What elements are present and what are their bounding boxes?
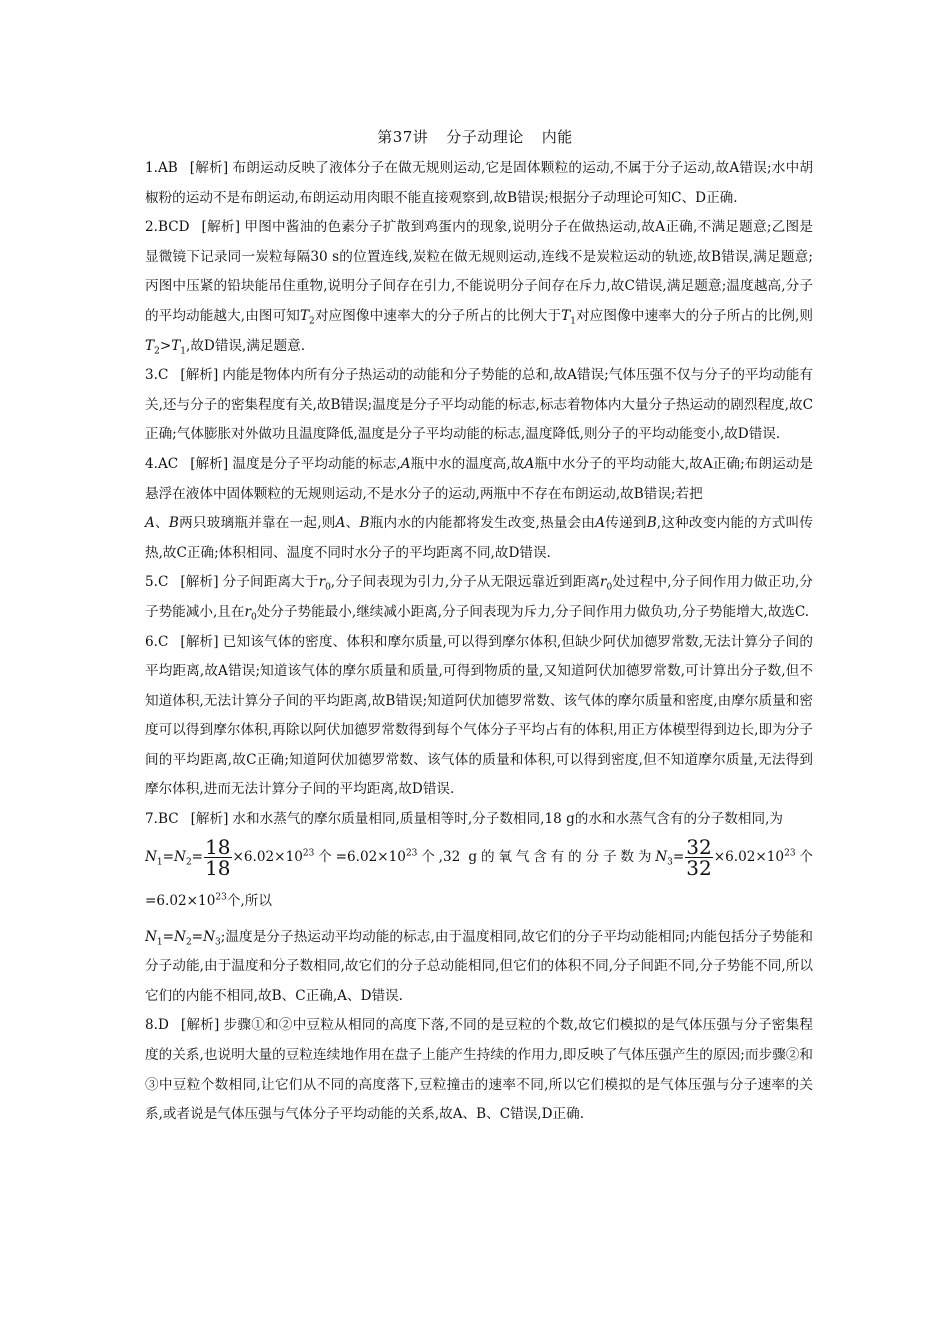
- page-title: [0, 126, 950, 147]
- symbol-B: B: [168, 515, 179, 532]
- separator: 、: [154, 515, 169, 532]
- analysis-text: 对应图像中速率大的分子所占的比例大于: [314, 307, 562, 324]
- symbol-N: N: [655, 848, 668, 865]
- exponent: 23: [215, 892, 227, 903]
- answer-number: 7.BC: [145, 811, 179, 828]
- symbol-T: T: [171, 337, 181, 354]
- fraction-numerator: 18: [205, 834, 231, 859]
- subscript: 0: [606, 583, 613, 594]
- symbol-B: B: [359, 515, 370, 532]
- math-text: 个,所以: [226, 892, 272, 909]
- subscript: 1: [156, 937, 163, 948]
- analysis-text: 布朗运动反映了液体分子在做无规则运动,它是固体颗粒的运动,不属于分子运动,故A错误;水中胡椒粉的运动不是布朗运动,布朗运动用肉眼不能直接观察到,故B错误;根据分子动理论可知C、D正确.: [145, 160, 814, 206]
- answer-list: [145, 154, 813, 1130]
- analysis-text: 水和水蒸气的摩尔质量相同,质量相等时,分子数相同,18 g的水和水蒸气含有的分子数相同,为: [232, 811, 783, 828]
- analysis-text: 对应图像中速率大的分子所占的比例,则: [575, 307, 814, 324]
- symbol-A: A: [145, 515, 155, 532]
- analysis-text: 传递到: [605, 515, 647, 532]
- answer-number: 4.AC: [145, 455, 179, 472]
- subscript: 3: [667, 857, 673, 868]
- symbol-r: r: [244, 603, 251, 620]
- symbol-A: A: [595, 515, 606, 532]
- symbol-B: B: [646, 515, 657, 532]
- answer-item-8: [145, 1011, 813, 1129]
- symbol-A: A: [400, 455, 411, 472]
- symbol-T: T: [561, 307, 571, 324]
- symbol-N: N: [203, 928, 215, 945]
- answer-item-4: [145, 450, 813, 568]
- analysis-text: 已知该气体的密度、体积和摩尔质量,可以得到摩尔体积,但缺少阿伏加德罗常数,无法计算分子间的平均距离,故A错误;知道该气体的摩尔质量和质量,可得到物质的量,又知道阿伏加德罗常数,可计算出分子数,但不知道体积,无法计算分子间的平均距离,故B错误;知道阿伏加德罗常数、该气体的摩尔质量和密度,由摩尔质量和密度可以得到摩尔体积,再除以阿伏加德罗常数得到每个气体分子平均占有的体积,用正方体模型得到边长,即为分子间的平均距离,故C正确;知道阿伏加德罗常数、该气体的质量和体积,可以得到密度,但不知道摩尔质量,无法得到摩尔体积,进而无法计算分子间的平均距离,故D错误.: [145, 633, 813, 798]
- symbol-T: T: [145, 337, 155, 354]
- operator: >: [159, 337, 172, 354]
- analysis-text: ,这种改变内能的方式叫传热,故C正确;体积相同、温度不同时水分子的平均距离不同,故D错误.: [145, 515, 814, 561]
- analysis-tag: [解析]: [190, 455, 229, 472]
- answer-item-7: [145, 805, 813, 835]
- analysis-tag: [解析]: [180, 367, 219, 384]
- analysis-text: 处过程中,分子间作用力做正功,分子势能减小,且在: [145, 574, 814, 620]
- analysis-text: 瓶中水的温度高,故: [410, 455, 525, 472]
- answer-number: 2.BCD: [145, 219, 190, 236]
- subscript: 0: [250, 612, 257, 623]
- lecture-number: 第37讲: [377, 128, 429, 146]
- subscript: 2: [309, 316, 315, 327]
- answer-item-2: [145, 213, 813, 361]
- equation-line: [145, 835, 813, 923]
- analysis-tag: [解析]: [180, 1017, 220, 1034]
- fraction: [685, 834, 712, 880]
- exponent: 23: [784, 848, 796, 859]
- analysis-text: ,故D错误,满足题意.: [186, 337, 306, 354]
- symbol-A: A: [335, 515, 346, 532]
- subscript: 2: [185, 857, 192, 868]
- math-text: ×6.02×10: [713, 848, 785, 865]
- analysis-text: 处分子势能最小,继续减小距离,分子间表现为斥力,分子间作用力做负功,分子势能增大,故选C.: [256, 603, 810, 620]
- symbol-r: r: [318, 574, 326, 591]
- fraction-denominator: 32: [686, 855, 712, 880]
- fraction: [204, 834, 231, 880]
- answer-item-3: [145, 361, 813, 450]
- subscript: 2: [185, 937, 192, 948]
- analysis-text: ,分子间表现为引力,分子从无限远靠近到距离: [330, 574, 601, 591]
- operator: =: [191, 928, 204, 945]
- subscript: 0: [325, 583, 331, 594]
- symbol-r: r: [600, 574, 607, 591]
- symbol-N: N: [145, 928, 157, 945]
- symbol-N: N: [174, 848, 186, 865]
- math-text: ×6.02×10: [232, 848, 303, 865]
- analysis-text: 瓶内水的内能都将发生改变,热量会由: [369, 515, 596, 532]
- answer-number: 5.C: [145, 574, 169, 591]
- answer-number: 8.D: [145, 1017, 169, 1034]
- separator: 、: [345, 515, 360, 532]
- answer-number: 3.C: [145, 367, 169, 384]
- analysis-text: 甲图中酱油的色素分子扩散到鸡蛋内的现象,说明分子在做热运动,故A正确,不满足题意;乙图是显微镜下记录同一炭粒每隔30 s的位置连线,炭粒在做无规则运动,连线不是炭粒运动的轨迹,故B错误,满足题意;丙图中压紧的铅块能吊住重物,说明分子间存在引力,不能说明分子间存在斥力,故C错误,满足题意;温度越高,分子的平均动能越大,由图可知: [145, 219, 814, 324]
- subscript: 1: [570, 316, 576, 327]
- analysis-tag: [解析]: [201, 219, 241, 236]
- answer-number: 6.C: [145, 633, 169, 650]
- subscript: 1: [180, 346, 187, 357]
- symbol-T: T: [299, 307, 310, 324]
- answer-item-1: [145, 154, 813, 213]
- math-text: 个=6.02×10: [145, 848, 813, 909]
- analysis-text: 两只玻璃瓶并靠在一起,则: [178, 515, 336, 532]
- topic-name-2: 内能: [541, 128, 573, 146]
- fraction-denominator: 18: [205, 855, 231, 880]
- operator: =: [191, 848, 204, 865]
- answer-number: 1.AB: [145, 160, 178, 176]
- fraction-numerator: 32: [686, 834, 712, 859]
- math-text: 个,32 g的氧气含有的分子数为: [417, 848, 656, 865]
- subscript: 2: [154, 346, 160, 357]
- analysis-text: ;温度是分子热运动平均动能的标志,由于温度相同,故它们的分子平均动能相同;内能包括分子势能和分子动能,由于温度和分子数相同,故它们的分子总动能相同,但它们的体积不同,分子间距不同,分子势能不同,所以它们的内能不相同,故B、C正确,A、D错误.: [145, 928, 813, 1004]
- exponent: 23: [405, 848, 418, 859]
- answer-item-5: [145, 568, 813, 627]
- symbol-N: N: [145, 848, 157, 865]
- answer-item-7-continued: [145, 923, 813, 1012]
- analysis-text: 分子间距离大于: [222, 574, 319, 591]
- subscript: 1: [156, 857, 163, 868]
- operator: =: [672, 848, 685, 865]
- analysis-tag: [解析]: [180, 633, 219, 650]
- analysis-tag: [解析]: [190, 811, 229, 828]
- operator: =: [162, 848, 175, 865]
- symbol-A: A: [524, 455, 535, 472]
- subscript: 3: [214, 937, 221, 948]
- topic-name: 分子动理论: [446, 128, 524, 146]
- answer-item-6: [145, 628, 813, 806]
- exponent: 23: [302, 848, 315, 859]
- analysis-text: 内能是物体内所有分子热运动的动能和分子势能的总和,故A错误;气体压强不仅与分子的平均动能有关,还与分子的密集程度有关,故B错误;温度是分子平均动能的标志,标志着物体内大量分子热运动的剧烈程度,故C正确;气体膨胀对外做功且温度降低,温度是分子平均动能的标志,温度降低,则分子的平均动能变小,故D错误.: [145, 367, 814, 443]
- analysis-text: 温度是分子平均动能的标志,: [232, 455, 401, 472]
- analysis-tag: [解析]: [180, 574, 219, 591]
- analysis-text: 瓶中水分子的平均动能大,故A正确;布朗运动是悬浮在液体中固体颗粒的无规则运动,不是水分子的运动,两瓶中不存在布朗运动,故B错误;若把: [145, 455, 814, 502]
- operator: =: [162, 928, 175, 945]
- symbol-N: N: [174, 928, 186, 945]
- analysis-text: 步骤①和②中豆粒从相同的高度下落,不同的是豆粒的个数,故它们模拟的是气体压强与分子密集程度的关系,也说明大量的豆粒连续地作用在盘子上能产生持续的作用力,即反映了气体压强产生的原因;而步骤②和③中豆粒个数相同,让它们从不同的高度落下,豆粒撞击的速率不同,所以它们模拟的是气体压强与分子速率的关系,或者说是气体压强与气体分子平均动能的关系,故A、B、C错误,D正确.: [145, 1017, 813, 1123]
- analysis-tag: [解析]: [189, 160, 229, 176]
- math-text: 个=6.02×10: [314, 848, 406, 865]
